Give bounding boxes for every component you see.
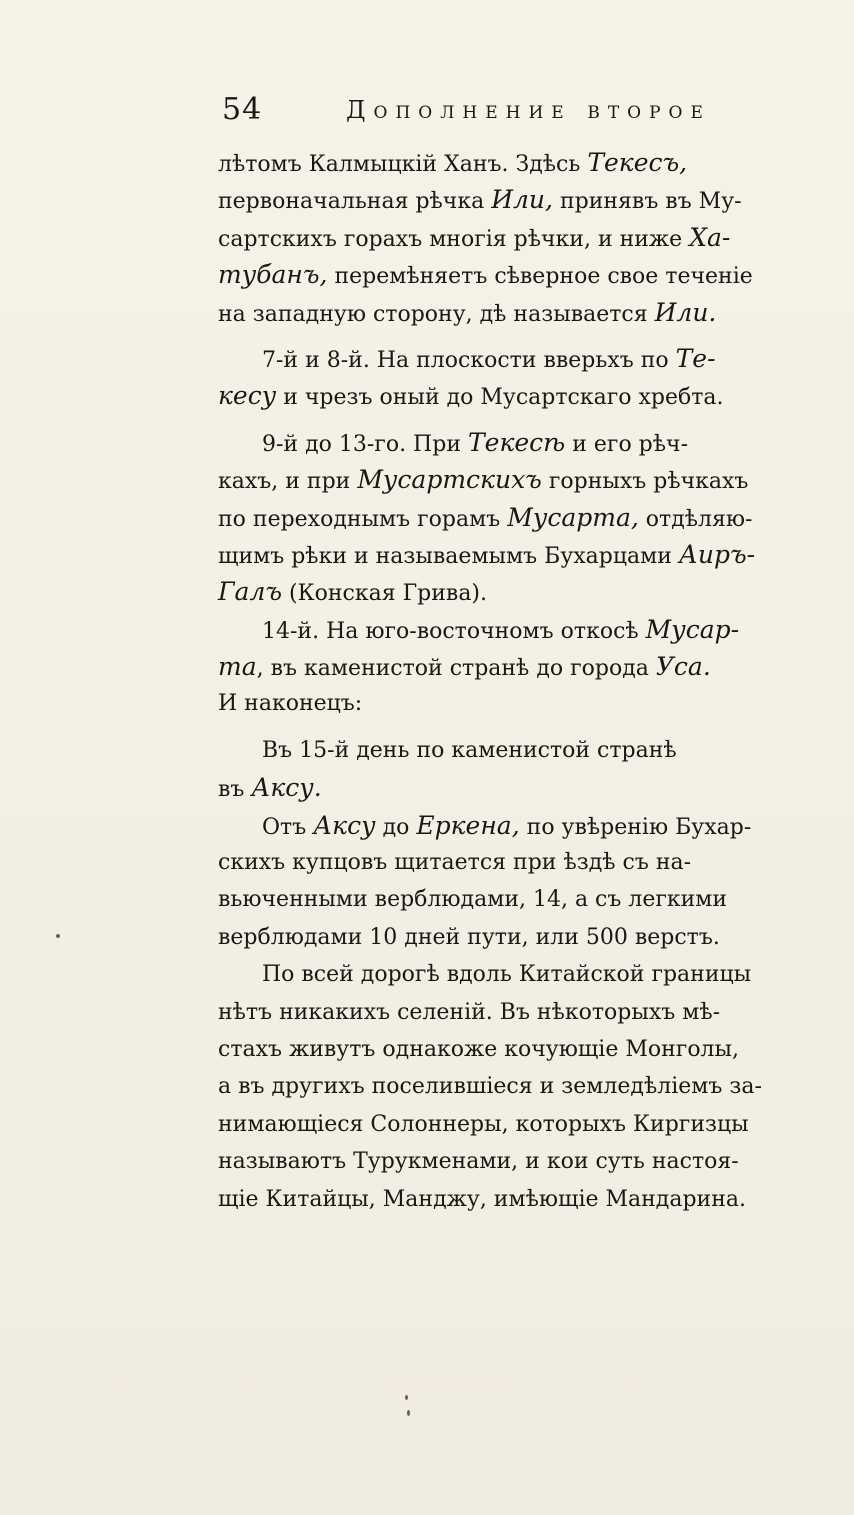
- italic-text: Или.: [654, 297, 717, 327]
- text-line: [218, 181, 813, 218]
- text-line: [218, 685, 813, 722]
- text-line: [218, 256, 813, 293]
- text-segment: Въ 15-й день по каменистой странѣ: [262, 737, 677, 763]
- text-segment: 14-й. На юго-восточномъ откосѣ: [262, 618, 646, 644]
- italic-text: Еркена,: [416, 810, 520, 840]
- paragraph-gap: [218, 331, 813, 340]
- italic-text: Аксу.: [251, 773, 322, 803]
- text-segment: щіе Китайцы, Манджу, имѣющіе Мандарина.: [218, 1186, 746, 1212]
- text-segment: и его рѣч-: [565, 431, 689, 457]
- text-segment: 9-й до 13-го. При: [262, 431, 468, 457]
- italic-text: Аксу: [313, 810, 376, 840]
- italic-text: Текесѣ: [467, 427, 566, 457]
- italic-text: Те-: [675, 343, 716, 373]
- italic-text: та: [218, 652, 257, 682]
- text-segment: до: [375, 814, 417, 840]
- text-segment: 7-й и 8-й. На плоскости вверьхъ по: [262, 347, 676, 373]
- text-line: [218, 340, 813, 377]
- body-text: [218, 144, 813, 1218]
- italic-text: Уса.: [655, 652, 711, 682]
- running-head: Дополнение второе: [346, 96, 711, 124]
- italic-text: Ха-: [689, 222, 731, 252]
- text-line: [218, 573, 813, 610]
- page-header: [218, 92, 818, 136]
- text-segment: , въ каменистой странѣ до города: [256, 656, 656, 682]
- italic-text: кесу: [218, 381, 277, 411]
- text-segment: По всей дорогѣ вдоль Китайской границы: [262, 962, 752, 988]
- text-segment: верблюдами 10 дней пути, или 500 верстъ.: [218, 924, 720, 950]
- italic-text: Текесъ,: [587, 148, 688, 177]
- text-segment: И наконецъ:: [218, 691, 363, 717]
- text-line: [218, 648, 813, 685]
- text-segment: отдѣляю-: [638, 506, 753, 532]
- paragraph-gap: [218, 723, 813, 732]
- text-line: [218, 377, 813, 414]
- text-line: [218, 1143, 813, 1180]
- page-number: 54: [222, 92, 263, 127]
- text-segment: щимъ рѣки и называемымъ Бухарцами: [218, 543, 679, 569]
- text-segment: скихъ купцовъ щитается при ѣздѣ съ на-: [218, 850, 692, 876]
- text-segment: горныхъ рѣчкахъ: [541, 469, 749, 495]
- text-line: [218, 994, 813, 1031]
- text-segment: нѣтъ никакихъ селеній. Въ нѣкоторыхъ мѣ-: [218, 999, 721, 1025]
- italic-text: Галъ: [218, 577, 283, 607]
- text-segment: вьюченными верблюдами, 14, а съ легкими: [218, 887, 728, 913]
- text-line: [218, 144, 813, 181]
- italic-text: Мусарта,: [507, 502, 639, 532]
- text-segment: кахъ, и при: [218, 469, 358, 495]
- text-segment: принявъ въ Му-: [552, 189, 742, 215]
- text-segment: (Конская Грива).: [282, 581, 488, 607]
- text-line: [218, 219, 813, 256]
- text-segment: стахъ живутъ однакоже кочующіе Монголы,: [218, 1036, 740, 1062]
- text-segment: по увѣренію Бухар-: [519, 814, 752, 840]
- text-line: [218, 499, 813, 536]
- text-line: [218, 1031, 813, 1068]
- text-segment: а въ другихъ поселившіеся и земледѣліемъ за-: [218, 1074, 762, 1100]
- text-segment: перемѣняетъ сѣверное свое теченіе: [327, 264, 753, 290]
- text-segment: лѣтомъ Калмыцкій Ханъ. Здѣсь: [218, 152, 588, 177]
- text-segment: на западную сторону, дѣ называется: [218, 301, 655, 327]
- text-segment: и чрезъ оный до Мусартскаго хребта.: [276, 385, 724, 411]
- italic-text: Или,: [491, 185, 553, 215]
- text-line: [218, 807, 813, 844]
- text-segment: въ: [218, 777, 252, 803]
- text-segment: по переходнымъ горамъ: [218, 506, 508, 532]
- text-line: [218, 919, 813, 956]
- text-line: [218, 461, 813, 498]
- text-line: [218, 956, 813, 993]
- text-segment: нимающіеся Солоннеры, которыхъ Киргизцы: [218, 1111, 749, 1137]
- text-line: [218, 1106, 813, 1143]
- paper-speck: [407, 1410, 410, 1416]
- text-line: [218, 881, 813, 918]
- paragraph-gap: [218, 415, 813, 424]
- text-line: [218, 1181, 813, 1218]
- text-segment: первоначальная рѣчка: [218, 189, 492, 215]
- text-line: [218, 732, 813, 769]
- text-segment: сартскихъ горахъ многія рѣчки, и ниже: [218, 226, 690, 252]
- text-line: [218, 844, 813, 881]
- italic-text: Аиръ-: [678, 539, 756, 569]
- italic-text: тубанъ,: [218, 260, 328, 290]
- italic-text: Мусар-: [645, 614, 740, 644]
- paper-speck: [405, 1395, 408, 1400]
- text-segment: Отъ: [262, 814, 314, 840]
- text-segment: называютъ Турукменами, и кои суть настоя-: [218, 1149, 739, 1175]
- italic-text: Мусартскихъ: [357, 465, 542, 495]
- text-line: [218, 769, 813, 806]
- text-line: [218, 611, 813, 648]
- text-line: [218, 1068, 813, 1105]
- text-line: [218, 424, 813, 461]
- paper-speck: [56, 934, 60, 938]
- text-line: [218, 536, 813, 573]
- text-line: [218, 294, 813, 331]
